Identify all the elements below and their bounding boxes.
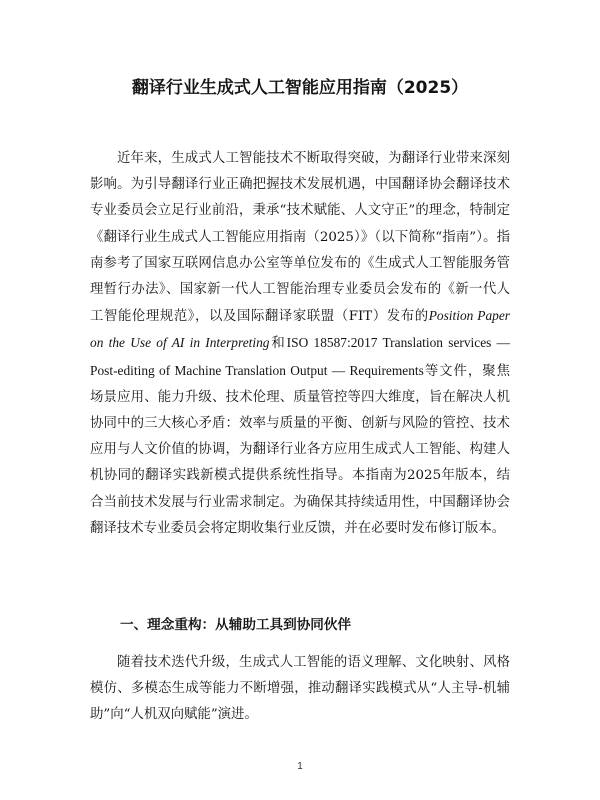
section-paragraph: 随着技术迭代升级，生成式人工智能的语义理解、文化映射、风格模仿、多模态生成等能力不断增强，推动翻译实践模式从“人主导-机辅助”向“人机双向赋能”演进。: [90, 655, 510, 723]
fit-position-paper-title: Position Paper on the Use of AI in Interpreting: [90, 308, 510, 351]
iso-standard-title: ISO 18587:2017 Translation services — Post-editing of Machine Translation Output — Requirements: [90, 335, 510, 378]
section-heading: 一、理念重构：从辅助工具到协同伙伴: [120, 617, 352, 633]
page-number: 1: [297, 761, 303, 772]
intro-text-part1: 近年来，生成式人工智能技术不断取得突破，为翻译行业带来深刻影响。为引导翻译行业正确把握技术发展机遇，中国翻译协会翻译技术专业委员会立足行业前沿，秉承“技术赋能、人文守正”的理念，特制定《翻译行业生成式人工智能应用指南（2025）》（以下简称“指南”）。指南参考了国家互联网信息办公室等单位发布的《生成式人工智能服务管理暂行办法》、国家新一代人工智能治理专业委员会发布的《新一代人工智能伦理规范》，以及国际翻译家联盟（FIT）发布的: [90, 151, 510, 325]
document-title: 翻译行业生成式人工智能应用指南（2025）: [131, 78, 469, 98]
intro-text-part3: 等文件，聚焦场景应用、能力升级、技术伦理、质量管控等四大维度，旨在解决人机协同中的三大核心矛盾：效率与质量的平衡、创新与风险的管控、技术应用与人文价值的协调，为翻译行业各方应用生成式人工智能、构建人机协同的翻译实践新模式提供系统性指导。本指南为2025年版本，结合当前技术发展与行业需求制定。为确保其持续适用性，中国翻译协会翻译技术专业委员会将定期收集行业反馈，并在必要时发布修订版本。: [90, 363, 511, 536]
intro-text-part2: 和: [269, 336, 287, 352]
intro-paragraph: [90, 146, 510, 542]
